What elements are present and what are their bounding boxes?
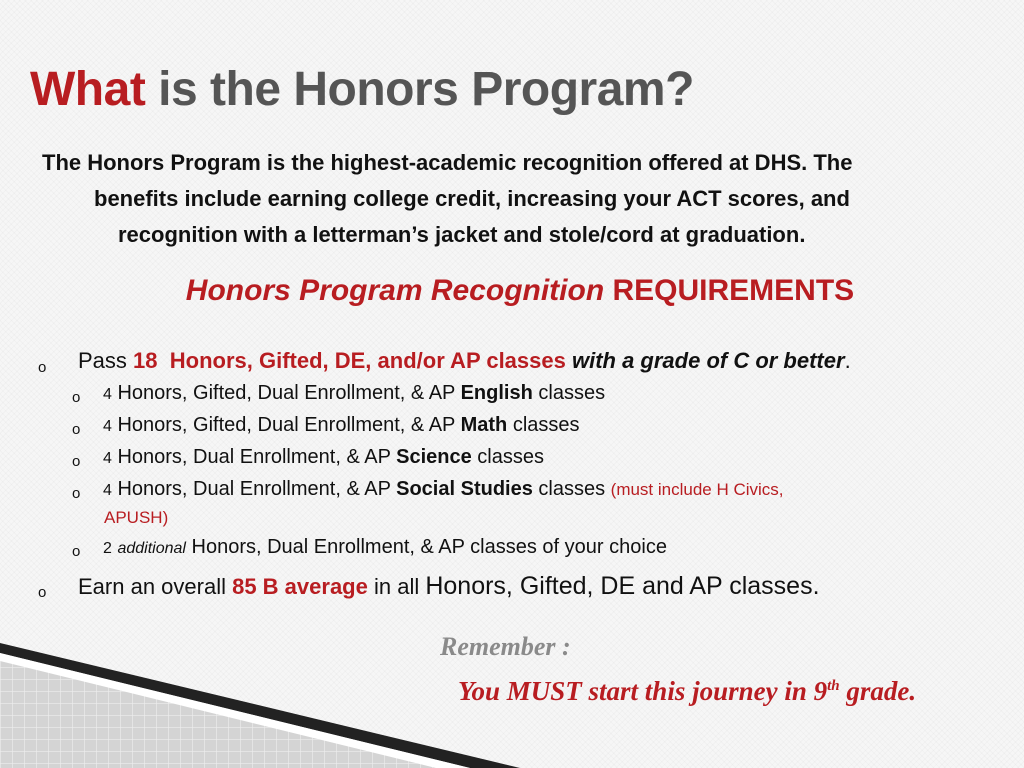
bullet-icon: o [38,359,47,376]
bullet-icon: o [38,584,47,601]
subitem-english [103,382,605,405]
req1-period: . [844,348,851,373]
subitem-additional-text: Honors, Dual Enrollment, & AP classes of your choice [185,536,667,558]
subitem-science-text: Honors, Dual Enrollment, & AP [111,446,397,468]
req2-classes: Honors, Gifted, DE and AP classes. [425,572,820,600]
subitem-english-suffix: classes [532,382,606,404]
subitem-science-count: 4 [103,450,112,467]
journey-text: You MUST start this journey in 9 [458,676,828,706]
requirement-average [78,572,820,601]
sub-bullet-icon: o [72,543,81,560]
subitem-science-subject: Science [396,446,472,468]
subitem-english-count: 4 [103,386,112,403]
requirements-heading-italic: Honors Program Recognition [185,274,605,307]
journey-reminder [458,676,916,707]
subitem-additional [103,536,667,559]
subitem-math-count: 4 [103,418,112,435]
subitem-social-text: Honors, Dual Enrollment, & AP [111,478,397,500]
title-accent: What [30,63,146,116]
sub-bullet-icon: o [72,485,81,502]
req1-count: 18 [133,348,158,373]
sub-bullet-icon: o [72,453,81,470]
req2-average: 85 B average [232,574,368,599]
requirement-pass-classes [78,348,851,374]
requirements-heading [0,274,1024,308]
req1-grade: with a grade of C or better [565,348,845,373]
req1-prefix: Pass [78,348,134,373]
sub-bullet-icon: o [72,421,81,438]
subitem-math-suffix: classes [507,414,580,436]
intro-line-3: recognition with a letterman’s jacket and stole/cord at graduation. [118,222,806,247]
title-rest: is the Honors Program? [145,63,694,116]
remember-label: Remember : [440,632,571,661]
subitem-math-text: Honors, Gifted, Dual Enrollment, & AP [111,414,461,436]
sub-bullet-icon: o [72,389,81,406]
requirements-heading-caps: REQUIREMENTS [604,274,855,307]
subitem-math-subject: Math [460,414,508,436]
subitem-social-note-continued: APUSH) [104,508,169,527]
intro-line-2: benefits include earning college credit, increasing your ACT scores, and [94,186,850,211]
subitem-science [103,446,544,469]
subitem-english-text: Honors, Gifted, Dual Enrollment, & AP [111,382,461,404]
subitem-additional-italic: additional [117,540,186,557]
subitem-english-subject: English [460,382,533,404]
subitem-science-suffix: classes [471,446,544,468]
subitem-social-subject: Social Studies [396,478,533,500]
subitem-social-studies [103,478,784,501]
subitem-additional-count: 2 [103,540,112,557]
journey-end: grade. [839,676,917,706]
subitem-math [103,414,580,437]
intro-line-1: The Honors Program is the highest-academic recognition offered at DHS. The [42,150,853,175]
subitem-social-note: (must include H Civics, [610,480,784,499]
subitem-social-count: 4 [103,482,112,499]
req2-mid: in all [367,574,426,599]
req1-classes: Honors, Gifted, DE, and/or AP classes [169,348,566,373]
journey-sup: th [827,678,840,694]
intro-paragraph [38,145,998,253]
subitem-social-suffix: classes [532,478,606,500]
page-title [30,62,694,117]
req2-prefix: Earn an overall [78,574,233,599]
